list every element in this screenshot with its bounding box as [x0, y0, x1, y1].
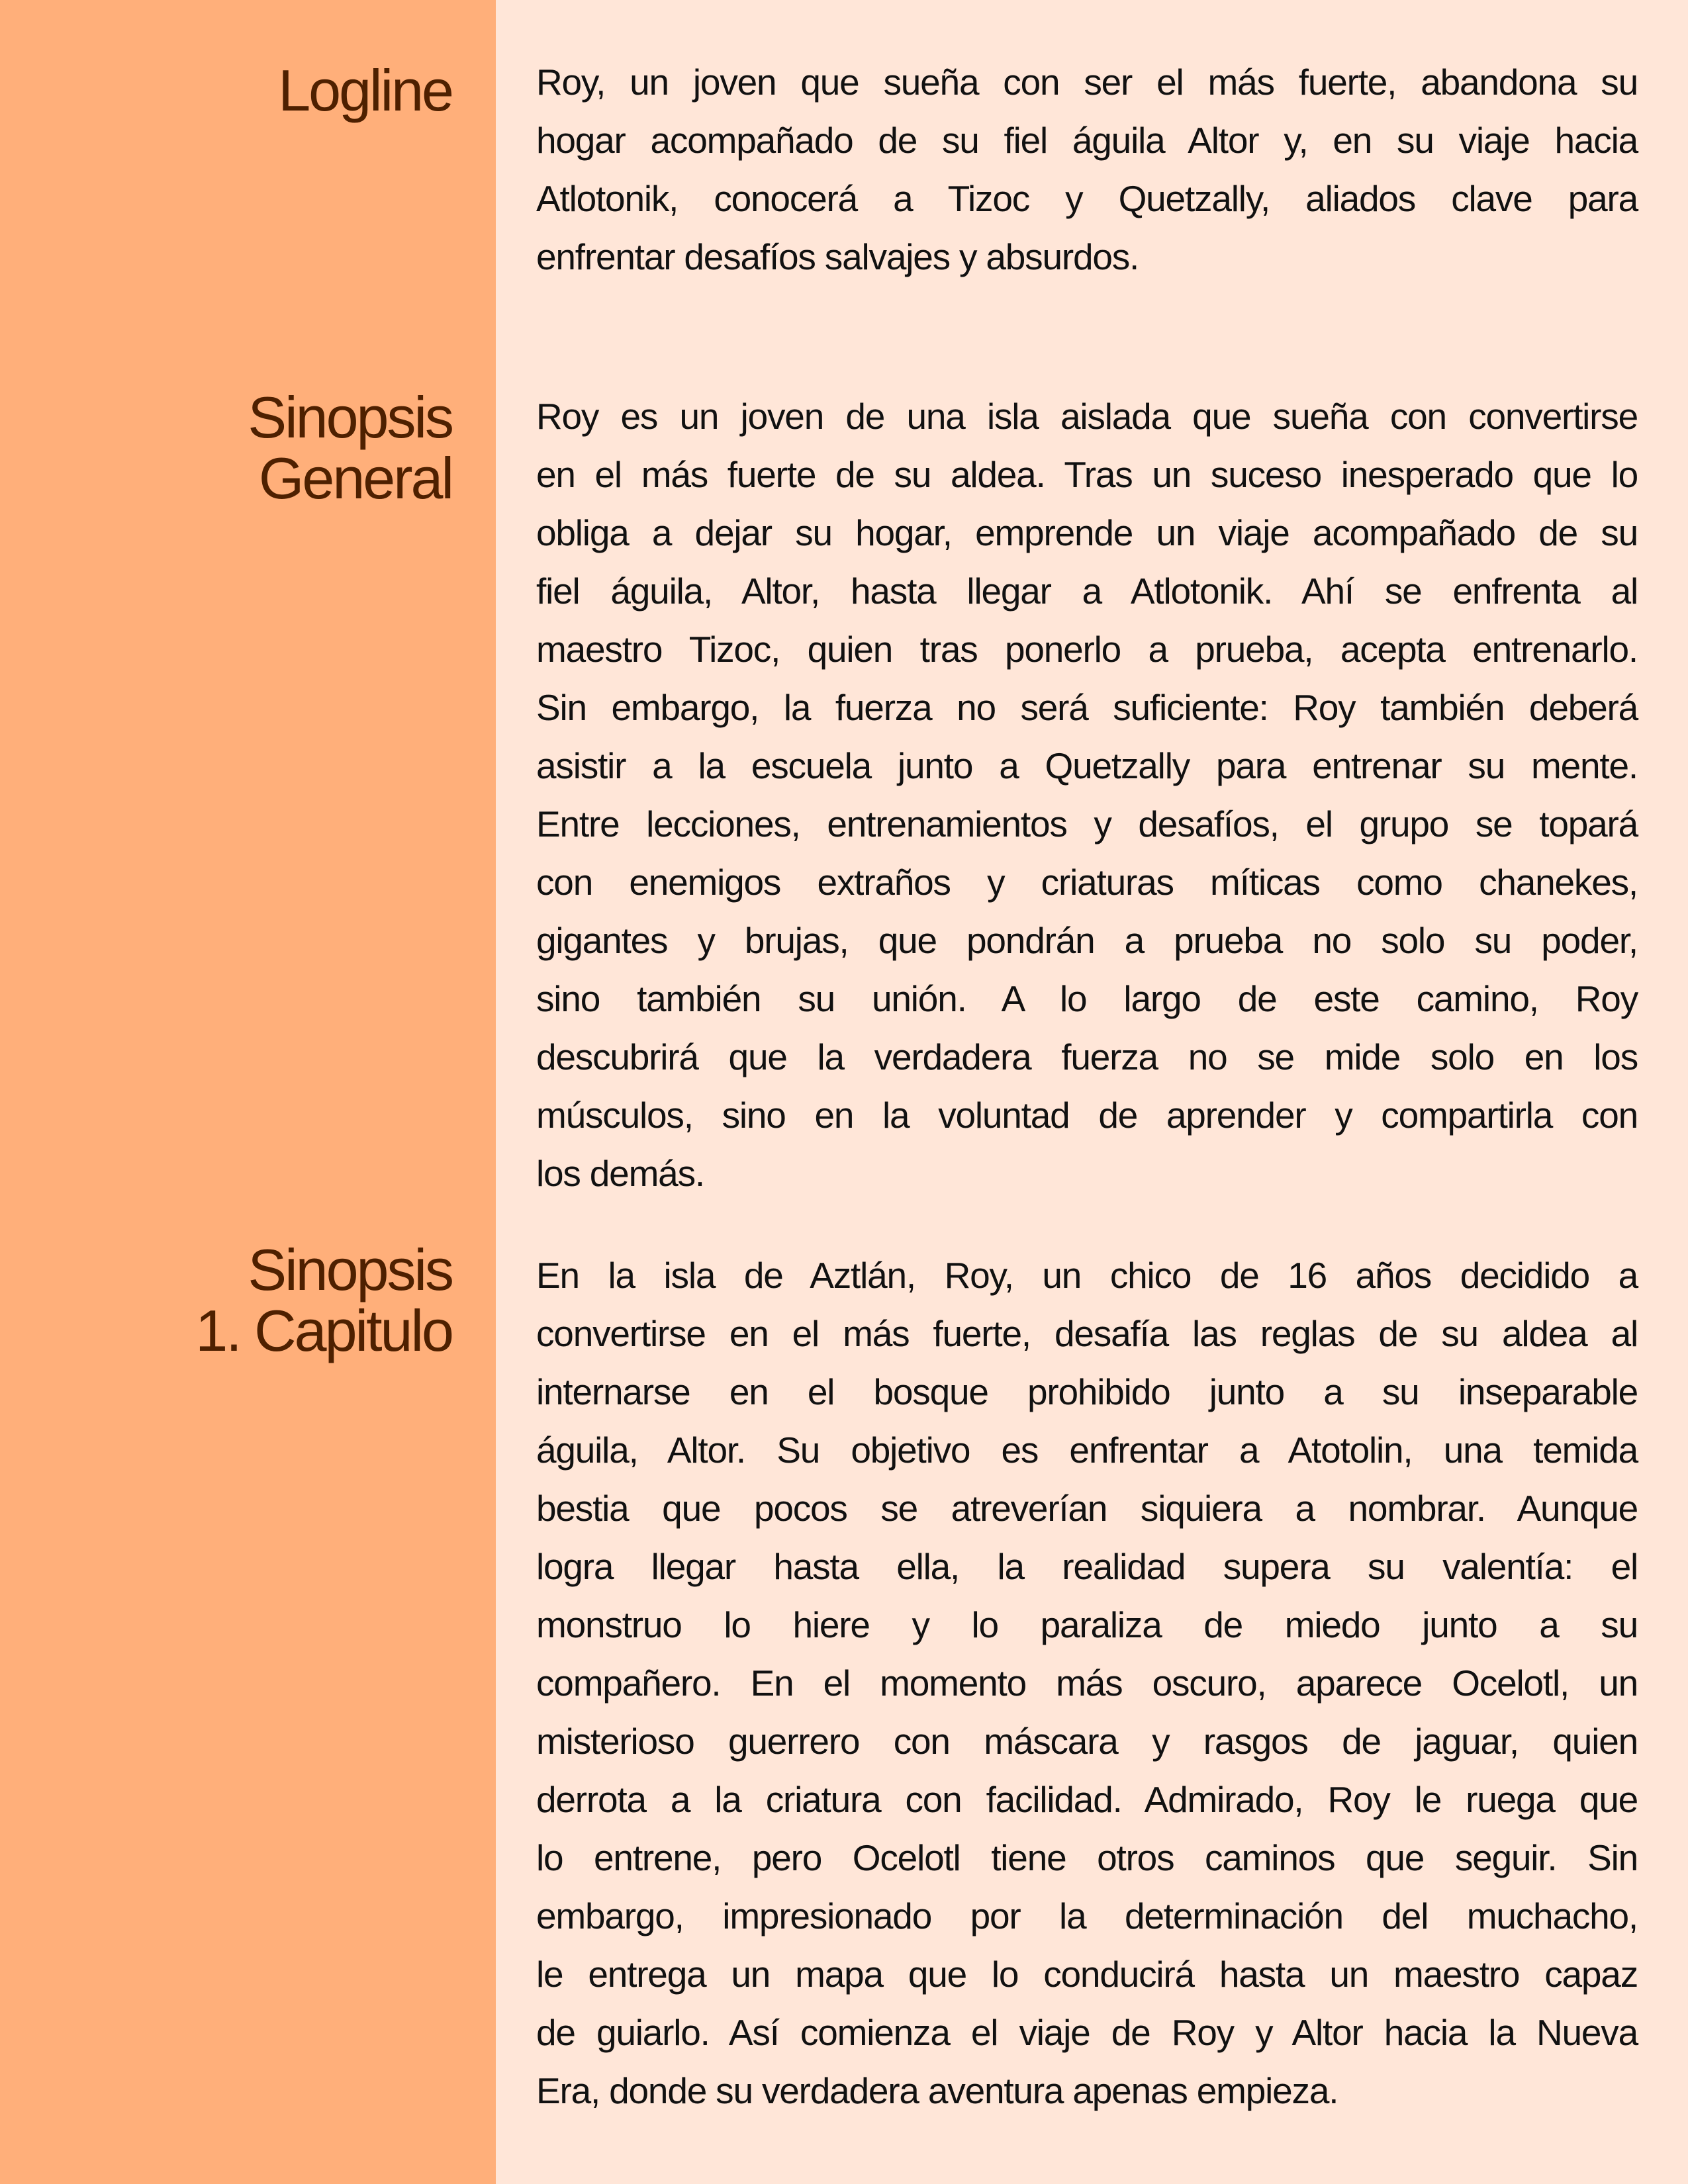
paragraph-line: descubrirá que la verdadera fuerza no se mide solo en los — [536, 1036, 1638, 1077]
paragraph-line: En la isla de Aztlán, Roy, un chico de 16 años decidido a — [536, 1255, 1638, 1296]
paragraph-line: maestro Tizoc, quien tras ponerlo a prueba, acepta entrenarlo. — [536, 629, 1638, 670]
paragraph-line: los demás. — [536, 1153, 704, 1194]
paragraph-line: músculos, sino en la voluntad de aprender y compartirla con — [536, 1095, 1638, 1136]
paragraph-line: enfrentar desafíos salvajes y absurdos. — [536, 236, 1139, 277]
paragraph-line: derrota a la criatura con facilidad. Admirado, Roy le ruega que — [536, 1779, 1638, 1820]
paragraph-line: Roy es un joven de una isla aislada que sueña con convertirse — [536, 396, 1638, 437]
paragraph-line: Entre lecciones, entrenamientos y desafíos, el grupo se topará — [536, 803, 1638, 844]
paragraph-line: Sin embargo, la fuerza no será suficiente: Roy también deberá — [536, 687, 1638, 728]
paragraph-line: logra llegar hasta ella, la realidad supera su valentía: el — [536, 1546, 1638, 1587]
paragraph-line: embargo, impresionado por la determinación del muchacho, — [536, 1895, 1638, 1936]
heading-line: 1. Capitulo — [195, 1298, 452, 1363]
heading-line: Sinopsis — [248, 385, 452, 450]
sinopsis-capitulo-1-text — [536, 1246, 1638, 2120]
paragraph-line: de guiarlo. Así comienza el viaje de Roy y Altor hacia la Nueva — [536, 2012, 1638, 2053]
paragraph-line: monstruo lo hiere y lo paraliza de miedo junto a su — [536, 1604, 1638, 1645]
paragraph-line: Era, donde su verdadera aventura apenas empieza. — [536, 2070, 1338, 2111]
paragraph-line: Roy, un joven que sueña con ser el más fuerte, abandona su — [536, 62, 1638, 103]
paragraph-line: bestia que pocos se atreverían siquiera a nombrar. Aunque — [536, 1488, 1638, 1529]
paragraph-line: le entrega un mapa que lo conducirá hasta un maestro capaz — [536, 1954, 1638, 1995]
logline-text — [536, 53, 1638, 286]
paragraph-line: Atlotonik, conocerá a Tizoc y Quetzally, aliados clave para — [536, 178, 1638, 219]
paragraph-line: compañero. En el momento más oscuro, aparece Ocelotl, un — [536, 1662, 1638, 1704]
sidebar-panel — [0, 0, 496, 2184]
paragraph-line: internarse en el bosque prohibido junto a su inseparable — [536, 1371, 1638, 1412]
paragraph-line: asistir a la escuela junto a Quetzally para entrenar su mente. — [536, 745, 1638, 786]
sinopsis-general-heading — [0, 387, 496, 509]
heading-line: Sinopsis — [248, 1237, 452, 1302]
paragraph-line: águila, Altor. Su objetivo es enfrentar a Atotolin, una temida — [536, 1430, 1638, 1471]
paragraph-line: obliga a dejar su hogar, emprende un viaje acompañado de su — [536, 512, 1638, 553]
paragraph-line: sino también su unión. A lo largo de este camino, Roy — [536, 978, 1638, 1019]
sinopsis-capitulo-1-heading — [0, 1237, 496, 1363]
sinopsis-general-text — [536, 387, 1638, 1203]
paragraph-line: en el más fuerte de su aldea. Tras un suceso inesperado que lo — [536, 454, 1638, 495]
paragraph-line: con enemigos extraños y criaturas míticas como chanekes, — [536, 862, 1638, 903]
paragraph-line: lo entrene, pero Ocelotl tiene otros caminos que seguir. Sin — [536, 1837, 1638, 1878]
logline-heading — [0, 60, 496, 121]
paragraph-line: fiel águila, Altor, hasta llegar a Atlotonik. Ahí se enfrenta al — [536, 570, 1638, 612]
paragraph-line: gigantes y brujas, que pondrán a prueba no solo su poder, — [536, 920, 1638, 961]
paragraph-line: convertirse en el más fuerte, desafía las reglas de su aldea al — [536, 1313, 1638, 1354]
paragraph-line: hogar acompañado de su fiel águila Altor y, en su viaje hacia — [536, 120, 1638, 161]
paragraph-line: misterioso guerrero con máscara y rasgos de jaguar, quien — [536, 1721, 1638, 1762]
heading-line: Logline — [278, 58, 452, 123]
heading-line: General — [258, 445, 452, 511]
